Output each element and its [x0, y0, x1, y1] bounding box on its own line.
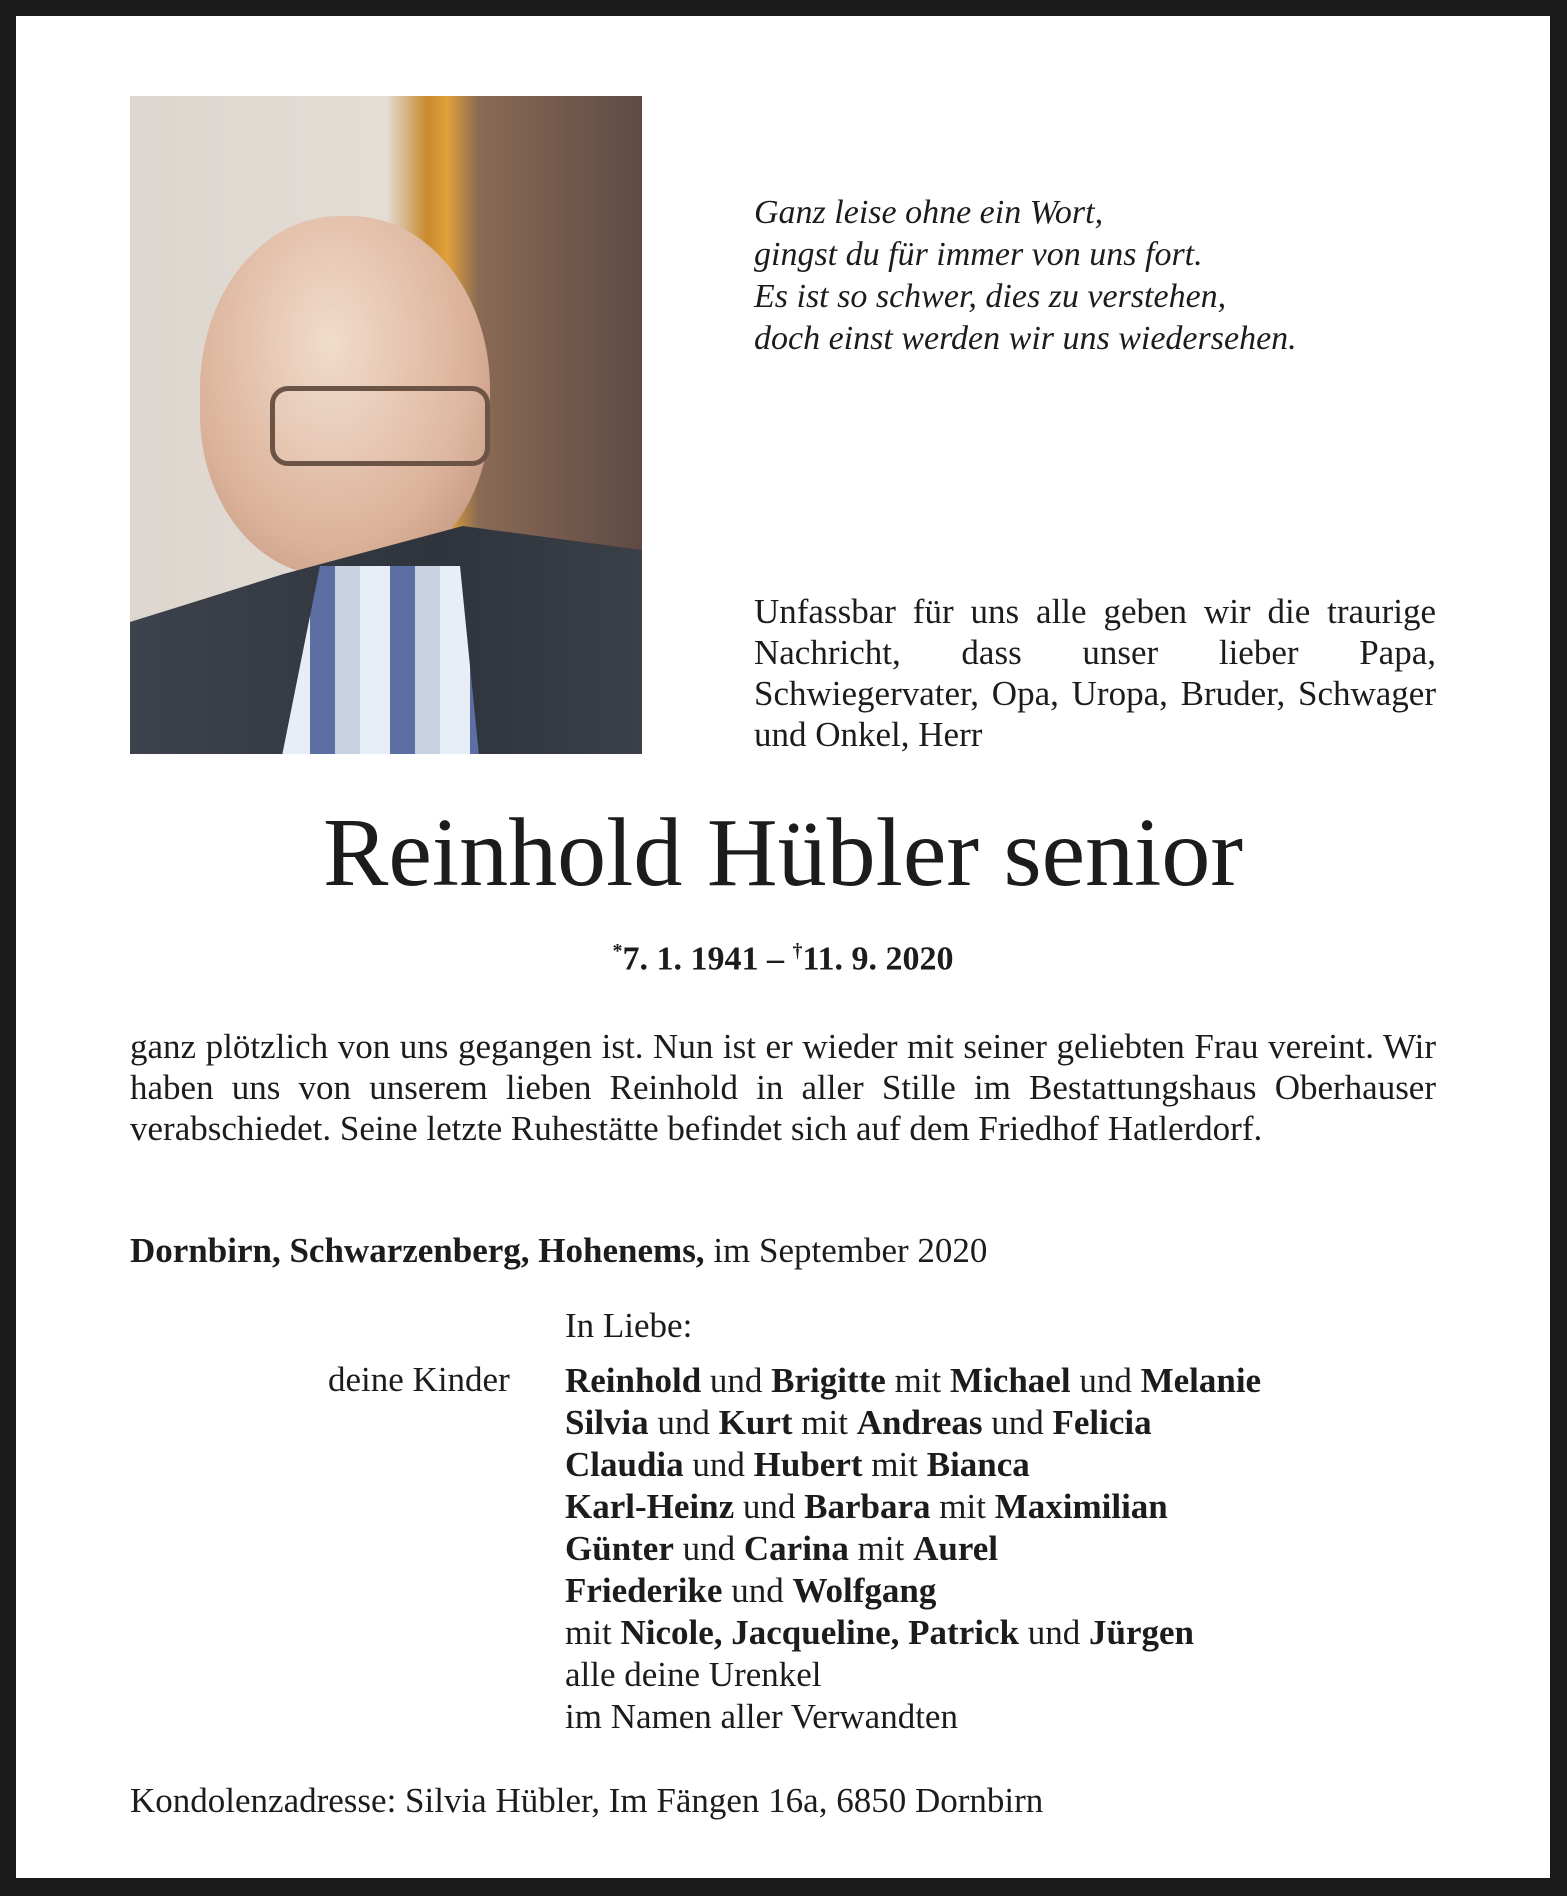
connector-text: und: [673, 1529, 744, 1568]
family-name: Reinhold: [565, 1361, 702, 1400]
family-line: [565, 1528, 1261, 1570]
date: im September 2020: [704, 1231, 988, 1270]
date-dash: –: [758, 940, 793, 978]
poem-line: gingst du für immer von uns fort.: [754, 236, 1203, 273]
family-line: [565, 1444, 1261, 1486]
connector-text: mit: [792, 1403, 857, 1442]
body-text: ganz plötzlich von uns gegangen ist. Nun ist er wieder mit seiner geliebten Frau vereint. Wir haben uns von unserem lieben Reinhold in aller Stille im Bestattungshaus Oberhauser verabschiedet. Seine letzte Ruhestätte befindet sich auf dem Friedhof Hatlerdorf.: [130, 1027, 1436, 1148]
connector-text: und: [734, 1487, 805, 1526]
family-name: Hubert: [753, 1445, 863, 1484]
family-name: Bianca: [926, 1445, 1030, 1484]
family-name: Kurt: [718, 1403, 793, 1442]
family-name: Jürgen: [1088, 1613, 1194, 1652]
birth-symbol: *: [612, 940, 623, 962]
connector-text: mit: [565, 1613, 621, 1652]
connector-text: und: [683, 1445, 754, 1484]
connector-text: im Namen aller Verwandten: [565, 1697, 958, 1736]
family-name: Claudia: [565, 1445, 684, 1484]
connector-text: mit: [930, 1487, 995, 1526]
poem-line: Ganz leise ohne ein Wort,: [754, 194, 1104, 231]
family-name: Nicole, Jacqueline, Patrick: [620, 1613, 1019, 1652]
connector-text: und: [1018, 1613, 1089, 1652]
place-date: [130, 1231, 987, 1271]
family-line: [565, 1570, 1261, 1612]
family-name: Michael: [950, 1361, 1071, 1400]
birth-date: 7. 1. 1941: [622, 940, 759, 978]
deceased-name: Reinhold Hübler senior: [323, 799, 1243, 907]
family-line: [565, 1402, 1261, 1444]
towns: Dornbirn, Schwarzenberg, Hohenems,: [130, 1231, 705, 1270]
family-name: Brigitte: [771, 1361, 886, 1400]
family-name: Andreas: [856, 1403, 983, 1442]
poem-line: doch einst werden wir uns wiedersehen.: [754, 320, 1297, 357]
connector-text: und: [722, 1571, 793, 1610]
intro-text: Unfassbar für uns alle geben wir die traurige Nachricht, dass unser lieber Papa, Schwiegervater, Opa, Uropa, Bruder, Schwager und Onkel, Herr: [754, 592, 1436, 754]
family-name: Barbara: [804, 1487, 931, 1526]
connector-text: mit: [862, 1445, 927, 1484]
family-name: Friederike: [565, 1571, 723, 1610]
family-line: [565, 1654, 1261, 1696]
condolence-address: Kondolenzadresse: Silvia Hübler, Im Fängen 16a, 6850 Dornbirn: [130, 1781, 1044, 1820]
obituary-page: [16, 16, 1550, 1878]
connector-text: und: [1070, 1361, 1141, 1400]
family-name: Maximilian: [994, 1487, 1168, 1526]
family-name: Karl-Heinz: [565, 1487, 735, 1526]
connector-text: und: [648, 1403, 719, 1442]
kinder-label: deine Kinder: [328, 1360, 510, 1399]
death-date: 11. 9. 2020: [802, 940, 954, 978]
family-name: Silvia: [565, 1403, 649, 1442]
family-name: Wolfgang: [792, 1571, 937, 1610]
connector-text: und: [982, 1403, 1053, 1442]
portrait-photo: [130, 96, 642, 754]
family-line: [565, 1360, 1261, 1402]
in-liebe: In Liebe:: [565, 1306, 693, 1345]
poem: [754, 192, 1297, 360]
family-line: [565, 1612, 1261, 1654]
family-name: Günter: [565, 1529, 674, 1568]
family-name: Aurel: [913, 1529, 998, 1568]
death-symbol: †: [792, 940, 803, 962]
family-name: Felicia: [1052, 1403, 1152, 1442]
connector-text: mit: [848, 1529, 914, 1568]
connector-text: alle deine Urenkel: [565, 1655, 822, 1694]
connector-text: und: [701, 1361, 772, 1400]
family-name: Carina: [743, 1529, 849, 1568]
poem-line: Es ist so schwer, dies zu verstehen,: [754, 278, 1227, 315]
family-list: [565, 1360, 1261, 1738]
life-dates: [16, 940, 1550, 978]
family-name: Melanie: [1140, 1361, 1262, 1400]
connector-text: mit: [885, 1361, 951, 1400]
family-line: [565, 1486, 1261, 1528]
family-line: [565, 1696, 1261, 1738]
